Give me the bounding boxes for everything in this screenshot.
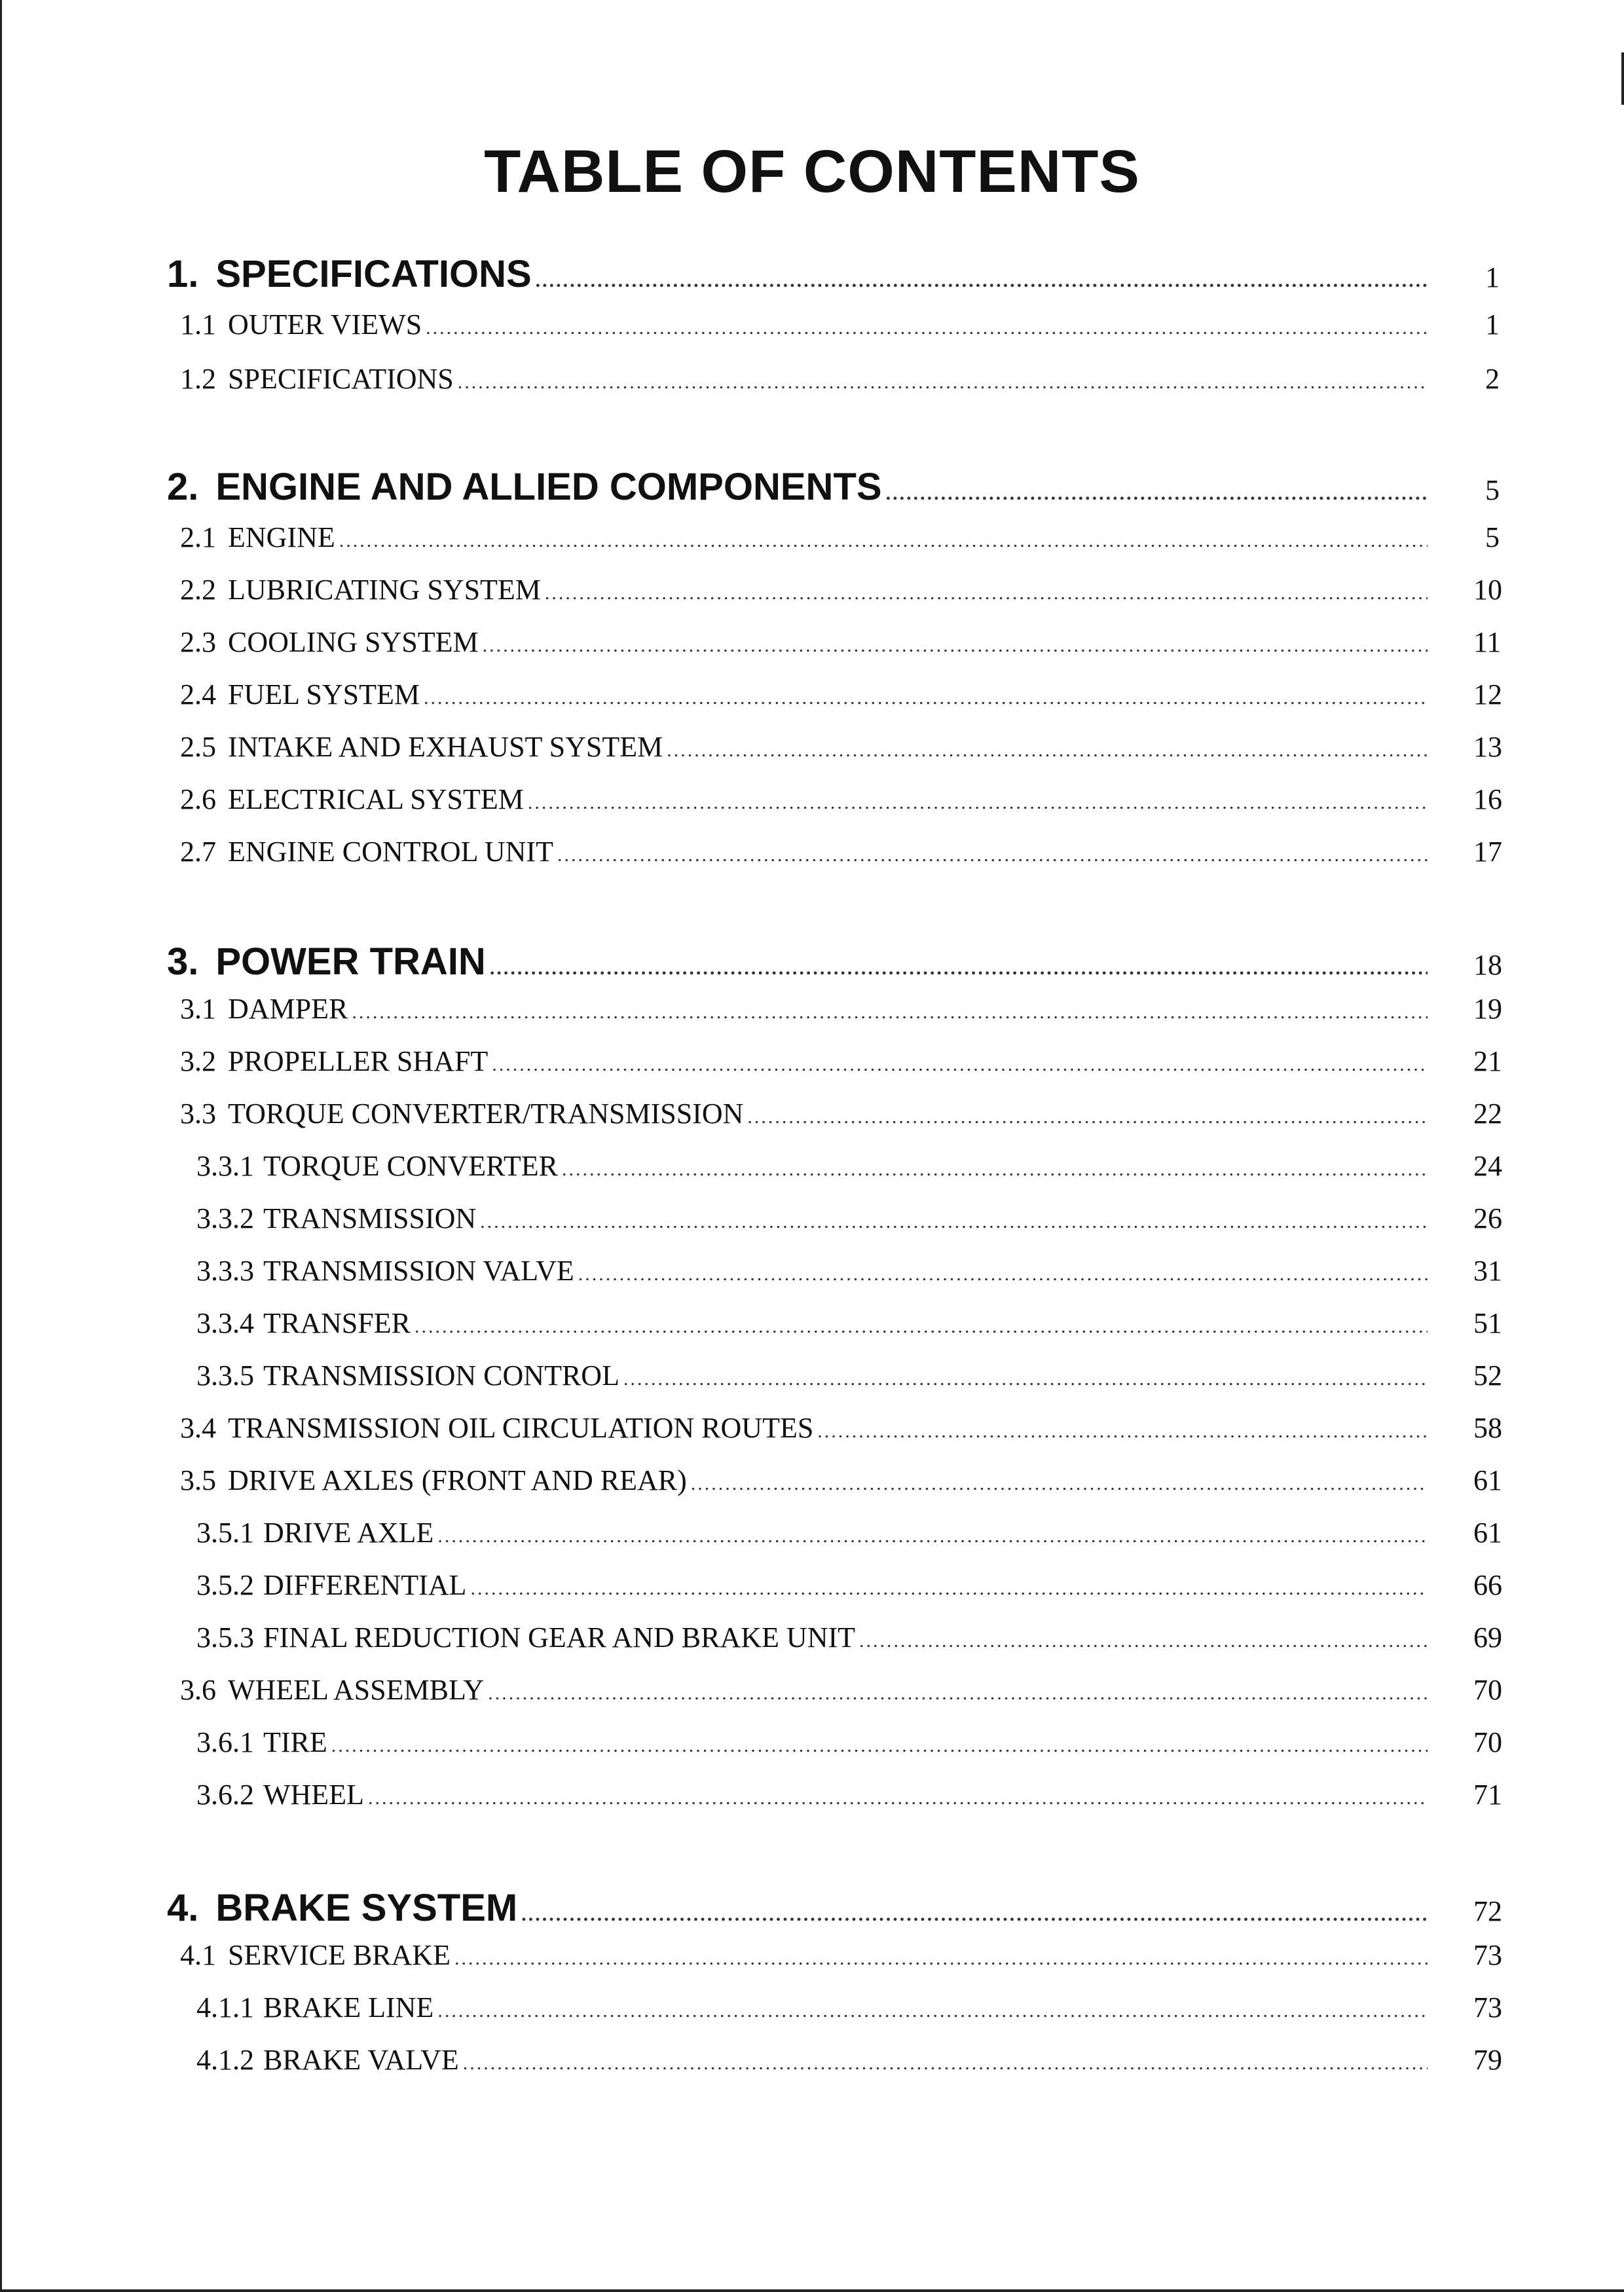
toc-entry-label: SERVICE BRAKE — [228, 1939, 451, 1971]
toc-entry-label: ENGINE CONTROL UNIT — [228, 836, 553, 868]
toc-entry-number: 3.3 — [180, 1098, 216, 1130]
toc-entry-page: 19 — [1473, 993, 1502, 1025]
toc-entry[interactable] — [180, 783, 1500, 816]
toc-entry-page: 16 — [1473, 783, 1502, 815]
toc-entry[interactable] — [196, 2043, 1500, 2077]
dot-leader — [437, 2000, 1428, 2022]
toc-entry-page: 17 — [1473, 836, 1502, 868]
toc-entry-page: 2 — [1485, 363, 1500, 395]
toc-entry-number: 3.5 — [180, 1464, 216, 1496]
dot-leader — [562, 1158, 1428, 1181]
toc-entry-page: 61 — [1473, 1517, 1502, 1549]
toc-entry[interactable] — [167, 252, 1500, 296]
toc-entry-label: TRANSMISSION VALVE — [263, 1255, 574, 1287]
toc-entry-label: DIFFERENTIAL — [263, 1569, 467, 1601]
toc-entry-label: FUEL SYSTEM — [228, 678, 420, 711]
toc-entry-label: DRIVE AXLES (FRONT AND REAR) — [228, 1464, 687, 1496]
toc-entry-page: 79 — [1473, 2044, 1502, 2076]
dot-leader — [415, 1316, 1428, 1338]
toc-entry-number: 1.1 — [180, 308, 216, 341]
toc-entry[interactable] — [180, 1938, 1500, 1972]
toc-entry-number: 3.3.5 — [196, 1359, 254, 1392]
toc-entry-label: LUBRICATING SYSTEM — [228, 574, 541, 606]
toc-entry-number: 3.6 — [180, 1674, 216, 1706]
toc-entry-number: 3.4 — [180, 1412, 216, 1444]
toc-entry-label: DAMPER — [228, 993, 348, 1025]
toc-entry[interactable] — [196, 1359, 1500, 1392]
toc-entry-page: 26 — [1473, 1202, 1502, 1234]
toc-entry[interactable] — [180, 573, 1500, 606]
dot-leader — [331, 1735, 1428, 1757]
toc-entry[interactable] — [167, 1886, 1500, 1930]
toc-entry-number: 2.6 — [180, 783, 216, 815]
toc-entry[interactable] — [180, 625, 1500, 659]
dot-leader — [492, 1054, 1428, 1076]
toc-entry-label: FINAL REDUCTION GEAR AND BRAKE UNIT — [263, 1621, 855, 1654]
toc-entry[interactable] — [196, 1149, 1500, 1183]
dot-leader — [859, 1630, 1428, 1652]
toc-entry-number: 3.5.3 — [196, 1621, 254, 1654]
toc-entry[interactable] — [180, 1044, 1500, 1078]
toc-entry-label: SPECIFICATIONS — [215, 253, 532, 295]
toc-entry-label: ELECTRICAL SYSTEM — [228, 783, 524, 815]
toc-entry[interactable] — [180, 1097, 1500, 1130]
toc-entry-label: TIRE — [263, 1726, 327, 1758]
toc-entry-page: 71 — [1473, 1779, 1502, 1811]
toc-entry[interactable] — [180, 308, 1500, 341]
toc-entry-page: 1 — [1485, 261, 1500, 293]
toc-entry-number: 3.3.1 — [196, 1150, 254, 1182]
dot-leader — [426, 317, 1428, 339]
dot-leader — [352, 1001, 1428, 1024]
toc-entry-page: 10 — [1473, 574, 1502, 606]
toc-entry-label: SPECIFICATIONS — [228, 363, 454, 395]
toc-entry-number: 1.2 — [180, 363, 216, 395]
toc-entry[interactable] — [196, 1202, 1500, 1235]
toc-entry[interactable] — [196, 1254, 1500, 1287]
toc-entry[interactable] — [196, 1778, 1500, 1811]
toc-entry-page: 13 — [1473, 731, 1502, 763]
toc-entry-number: 1. — [167, 253, 199, 295]
toc-entry-number: 3.3.2 — [196, 1202, 254, 1234]
toc-entry-label: BRAKE SYSTEM — [215, 1887, 518, 1929]
toc-entry-label: DRIVE AXLE — [263, 1517, 434, 1549]
dot-leader — [817, 1420, 1428, 1443]
toc-entry-number: 4.1.2 — [196, 2044, 254, 2076]
toc-entry-label: TRANSMISSION — [263, 1202, 477, 1234]
toc-entry-label: INTAKE AND EXHAUST SYSTEM — [228, 731, 663, 763]
toc-entry-number: 3.3.3 — [196, 1255, 254, 1287]
toc-entry-number: 3.5.1 — [196, 1517, 254, 1549]
toc-entry-page: 18 — [1473, 949, 1502, 981]
toc-entry-label: BRAKE LINE — [263, 1991, 434, 2024]
toc-entry[interactable] — [196, 1516, 1500, 1549]
toc-entry-page: 73 — [1473, 1939, 1502, 1971]
dot-leader — [463, 2052, 1428, 2075]
dot-leader — [886, 483, 1428, 505]
toc-entry[interactable] — [180, 362, 1500, 396]
page-title: TABLE OF CONTENTS — [484, 138, 1140, 205]
toc-entry-label: TORQUE CONVERTER/TRANSMISSION — [228, 1098, 744, 1130]
dot-leader — [490, 957, 1428, 980]
toc-entry-number: 3.3.4 — [196, 1307, 254, 1339]
toc-entry-page: 22 — [1473, 1098, 1502, 1130]
toc-entry-label: POWER TRAIN — [215, 940, 486, 983]
toc-entry-page: 5 — [1485, 474, 1500, 506]
toc-entry[interactable] — [180, 1673, 1500, 1707]
toc-entry-number: 4.1 — [180, 1939, 216, 1971]
toc-entry-number: 4. — [167, 1887, 199, 1929]
page-edge-right — [1621, 52, 1624, 105]
toc-entry-number: 3.6.1 — [196, 1726, 254, 1758]
toc-entry[interactable] — [180, 1411, 1500, 1445]
dot-leader — [528, 792, 1428, 814]
toc-entry[interactable] — [180, 521, 1500, 554]
toc-entry-page: 5 — [1485, 521, 1500, 553]
toc-entry-label: TRANSMISSION OIL CIRCULATION ROUTES — [228, 1412, 814, 1444]
toc-entry-label: BRAKE VALVE — [263, 2044, 459, 2076]
toc-entry-page: 61 — [1473, 1464, 1502, 1496]
toc-entry[interactable] — [180, 730, 1500, 764]
toc-entry-label: WHEEL ASSEMBLY — [228, 1674, 485, 1706]
toc-entry-page: 1 — [1485, 308, 1500, 341]
dot-leader — [667, 739, 1428, 762]
dot-leader — [557, 844, 1428, 866]
dot-leader — [623, 1368, 1428, 1390]
dot-leader — [437, 1525, 1428, 1547]
toc-entry[interactable] — [196, 1568, 1500, 1602]
dot-leader — [424, 687, 1428, 709]
dot-leader — [339, 530, 1428, 552]
dot-leader — [470, 1578, 1428, 1600]
toc-entry-page: 70 — [1473, 1674, 1502, 1706]
toc-entry-page: 51 — [1473, 1307, 1502, 1339]
toc-entry-number: 3.2 — [180, 1045, 216, 1077]
dot-leader — [747, 1106, 1428, 1128]
toc-entry-number: 3.6.2 — [196, 1779, 254, 1811]
toc-entry-number: 2.7 — [180, 836, 216, 868]
toc-entry-number: 3.1 — [180, 993, 216, 1025]
toc-entry-page: 58 — [1473, 1412, 1502, 1444]
toc-entry-number: 4.1.1 — [196, 1991, 254, 2024]
toc-entry-page: 12 — [1473, 678, 1502, 711]
dot-leader — [368, 1787, 1428, 1809]
toc-entry-page: 31 — [1473, 1255, 1502, 1287]
toc-entry-label: OUTER VIEWS — [228, 308, 422, 341]
toc-entry-label: ENGINE AND ALLIED COMPONENTS — [215, 466, 882, 508]
dot-leader — [545, 582, 1428, 604]
toc-entry[interactable] — [196, 1306, 1500, 1340]
toc-entry-page: 66 — [1473, 1569, 1502, 1601]
toc-entry-page: 11 — [1473, 626, 1502, 658]
toc-entry[interactable] — [180, 1464, 1500, 1497]
dot-leader — [578, 1263, 1428, 1285]
toc-entry-label: TRANSMISSION CONTROL — [263, 1359, 619, 1392]
toc-entry-page: 70 — [1473, 1726, 1502, 1758]
dot-leader — [536, 270, 1428, 292]
toc-entry[interactable] — [196, 1726, 1500, 1759]
dot-leader — [691, 1473, 1428, 1495]
toc-entry-page: 69 — [1473, 1621, 1502, 1654]
toc-entry-label: ENGINE — [228, 521, 335, 553]
toc-entry-number: 2.2 — [180, 574, 216, 606]
dot-leader — [521, 1904, 1428, 1926]
dot-leader — [488, 1682, 1428, 1705]
toc-entry[interactable] — [167, 465, 1500, 509]
toc-entry-number: 2.1 — [180, 521, 216, 553]
dot-leader — [483, 635, 1428, 657]
toc-entry-label: COOLING SYSTEM — [228, 626, 479, 658]
toc-entry-page: 73 — [1473, 1991, 1502, 2024]
toc-entry-number: 2.4 — [180, 678, 216, 711]
toc-entry-number: 3.5.2 — [196, 1569, 254, 1601]
toc-entry[interactable] — [180, 678, 1500, 711]
toc-entry-label: WHEEL — [263, 1779, 364, 1811]
toc-entry-number: 2.3 — [180, 626, 216, 658]
toc-entry[interactable] — [167, 940, 1500, 984]
page-edge-bottom — [0, 2289, 1624, 2292]
toc-entry-number: 2. — [167, 466, 199, 508]
dot-leader — [454, 1948, 1428, 1970]
toc-entry-page: 24 — [1473, 1150, 1502, 1182]
toc-entry[interactable] — [196, 1621, 1500, 1654]
toc-entry-number: 3. — [167, 940, 199, 983]
toc-entry[interactable] — [180, 835, 1500, 868]
toc-entry-label: TRANSFER — [263, 1307, 411, 1339]
dot-leader — [480, 1211, 1428, 1233]
toc-entry[interactable] — [180, 992, 1500, 1026]
dot-leader — [458, 371, 1428, 394]
toc-entry-page: 21 — [1473, 1045, 1502, 1077]
toc-entry-page: 52 — [1473, 1359, 1502, 1392]
toc-entry-label: TORQUE CONVERTER — [263, 1150, 558, 1182]
toc-entry-page: 72 — [1473, 1895, 1502, 1927]
toc-entry-label: PROPELLER SHAFT — [228, 1045, 489, 1077]
toc-entry[interactable] — [196, 1991, 1500, 2024]
page-edge-left — [0, 0, 2, 2292]
toc-entry-number: 2.5 — [180, 731, 216, 763]
